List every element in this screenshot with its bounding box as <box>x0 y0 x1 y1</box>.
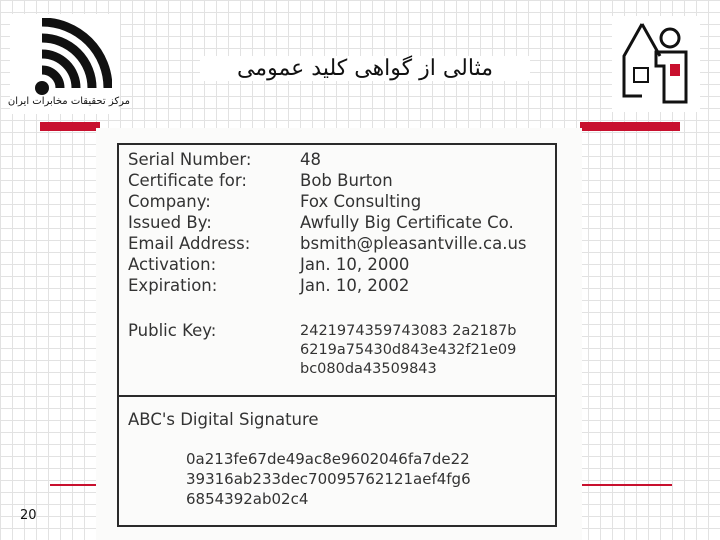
field-label: Email Address: <box>128 234 251 253</box>
signal-waves-icon <box>18 18 112 98</box>
public-key-label: Public Key: <box>128 321 217 340</box>
emblem-icon <box>612 16 700 112</box>
accent-bar-right <box>580 122 680 131</box>
field-label: Issued By: <box>128 213 212 232</box>
field-label: Certificate for: <box>128 171 247 190</box>
field-value: bsmith@pleasantville.ca.us <box>300 234 527 253</box>
page-number: 20 <box>20 508 37 523</box>
field-issued-by <box>128 213 514 232</box>
signature-line: 39316ab233dec70095762121aef4fg6 <box>186 470 471 488</box>
signature-title: ABC's Digital Signature <box>128 410 319 429</box>
field-expiration <box>128 276 409 295</box>
field-value: Jan. 10, 2000 <box>300 255 410 274</box>
certificate-divider <box>119 395 555 397</box>
field-activation <box>128 255 409 274</box>
field-label: Serial Number: <box>128 150 252 169</box>
signature-line: 6854392ab02c4 <box>186 490 309 508</box>
accent-line-right <box>582 484 672 486</box>
field-value: 48 <box>300 150 321 169</box>
field-label: Expiration: <box>128 276 218 295</box>
ministry-logo <box>612 16 700 112</box>
field-label: Activation: <box>128 255 217 274</box>
field-value: Jan. 10, 2002 <box>300 276 410 295</box>
field-value: Fox Consulting <box>300 192 422 211</box>
field-label: Company: <box>128 192 211 211</box>
field-certificate-for <box>128 171 393 190</box>
public-key-line: 2421974359743083 2a2187b <box>300 323 517 339</box>
accent-line-left <box>50 484 100 486</box>
public-key-line: 6219a75430d843e432f21e09 <box>300 342 517 358</box>
field-email-address <box>128 234 527 253</box>
signature-value <box>186 449 471 509</box>
certificate-scan <box>96 128 582 540</box>
field-serial-number <box>128 150 321 169</box>
certificate-box <box>117 143 557 527</box>
slide-title: مثالی از گواهی کلید عمومی <box>200 56 530 81</box>
itrc-logo <box>7 14 130 114</box>
signature-line: 0a213fe67de49ac8e9602046fa7de22 <box>186 450 470 468</box>
field-value: Bob Burton <box>300 171 393 190</box>
accent-bar-left <box>40 122 100 131</box>
public-key-value <box>300 322 516 379</box>
field-value: Awfully Big Certificate Co. <box>300 213 514 232</box>
public-key-line: bc080da43509843 <box>300 361 437 377</box>
logo-caption: مرکز تحقیقات مخابرات ایران <box>7 96 130 107</box>
field-company <box>128 192 421 211</box>
